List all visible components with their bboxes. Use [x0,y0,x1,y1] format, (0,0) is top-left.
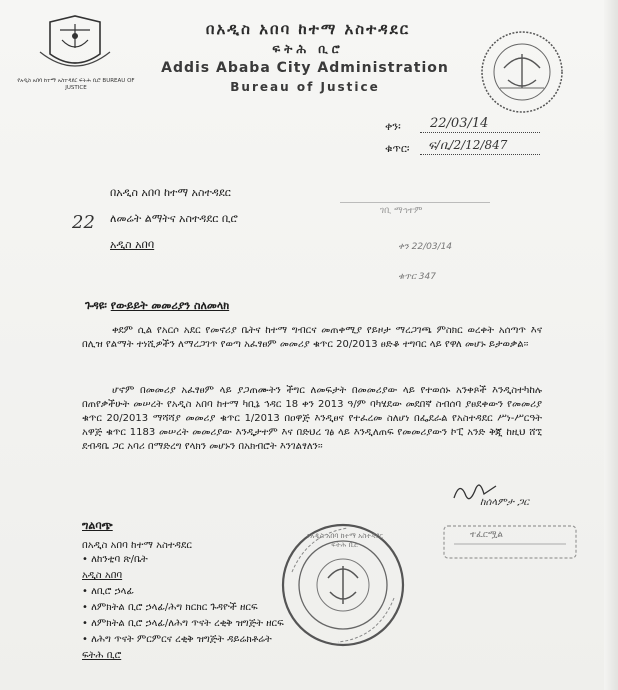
closing-greeting: ከሰላምታ ጋር [480,497,529,508]
body-paragraph-2: ሆኖም በመመሪያ አፈፃፀም ላይ ያጋጠሙትን ችግር ለመፍታት በመመሪያው ላይ የተወሰኑ አንቀጾች እንዲስተካከሉ በጠየቃችሁት መሠረት የአዲስ አበባ ከተማ ካቢኔ ኅዳር 18 ቀን 2013 ዓ/ም ባካሄደው መደበኛ ስብሰባ ያፀደቀውን የመመሪያ ቁጥር 20/2013 ማሻሻያ መመሪያ ቁጥር 1/2013 በዐዋጅ እንዲፀና የተፈረመ ስለሆነ በፌደራል የአስተዳደር ሥነ-ሥርዓት አዋጅ ቁጥር 1183 መሠረት መመሪያው እንዲታተም እና በድህረ ገፅ ላይ እንዲለጠፍ የመመሪያውን ኮፒ አንድ ቅጂ ከዚህ ሸኚ ደብዳቤ ጋር አባሪ በማድረግ የላክን መሆኑን በአክብሮት እንገልፃለን፡፡ [82,385,542,452]
cc-title: ግልባጭ [82,519,113,532]
received-stamp-line-1: ገቢ ማኅተም [380,206,423,216]
letterhead-english-subtitle: Bureau of Justice [230,80,380,94]
date-value: 22/03/14 [430,116,489,131]
cc-item-2: • ለከንቲባ ጽ/ቤት [82,554,148,565]
cc-item-5: • ለምክትል ቢሮ ኃላፊ/ሕግ ክርክር ጉዳዮች ዘርፍ [82,602,258,613]
cc-item-8: ፍትሕ ቢሮ [82,650,122,661]
number-value: ፍ/ቢ/2/12/847 [428,138,508,152]
cc-item-6: • ለምክትል ቢሮ ኃላፊ/ለሕግ ጥናት ረቂቅ ዝግጅት ዘርፍ [82,618,284,629]
received-stamp-line-2: ቀን 22/03/14 [398,242,453,252]
date-label: ቀን፡ [385,120,401,133]
received-stamp-line-3: ቁጥር 347 [398,272,436,282]
signature-icon [450,478,500,504]
subject-line [85,299,229,313]
subject-text: የውይይት መመሪያን ስለመላክ [110,299,230,312]
recipient-line-3: አዲስ አበባ [110,238,155,251]
recipient-line-2: ለመሬት ልማትና አስተዳደር ቢሮ [110,212,238,225]
number-label: ቁጥር፡ [385,142,410,155]
letterhead-english-title: Addis Ababa City Administration [161,60,449,76]
cc-item-4: • ለቢሮ ኃላፊ [82,586,134,597]
scan-edge [604,0,618,690]
cc-item-1: በአዲስ አበባ ከተማ አስተዳደር [82,540,192,551]
subject-label: ጉዳዩ፡ [85,299,107,312]
letterhead-amharic-title: በአዲስ አበባ ከተማ አስተዳደር [205,20,411,38]
recipient-line-1: በአዲስ አበባ ከተማ አስተዳደር [110,186,231,199]
bureau-seal-icon [478,28,566,116]
handwritten-number: 22 [72,212,95,233]
side-stamp-text: ተፈርሟል [470,530,503,540]
faint-rule [340,202,490,203]
body-paragraph-1: ቀደም ሲል የአርሶ አደር የመኖሪያ ቤትና ከተማ ግብርና መጠቀሚያ የይዞታ ማረጋገጫ ምስክር ወረቀት አሰጣጥ እና በሊዝ የልማት ተነሺዎችን ለማረጋገጥ የወጣ አፈፃፀም መመሪያ ቁጥር 20/2013 ፀድቆ ተግባር ላይ የዋለ መሆኑ ይታወቃል፡፡ [82,325,542,350]
letterhead-amharic-subtitle: ፍትሕ ቢሮ [272,42,344,56]
cc-item-7: • ለሕግ ጥናት ምርምርና ረቂቅ ዝግጅት ዳይሬክቶሬት [82,634,272,645]
round-stamp-text: የአዲስ አበባ ከተማ አስተዳደር ፍትሕ ቢሮ [306,532,384,549]
logo-caption: የአዲስ አበባ ከተማ አስተዳደር ፍትሕ ቢሮ BUREAU OF JUSTICE [17,78,135,91]
cc-item-3: አዲስ አበባ [82,570,123,581]
side-stamp-icon [440,522,580,562]
